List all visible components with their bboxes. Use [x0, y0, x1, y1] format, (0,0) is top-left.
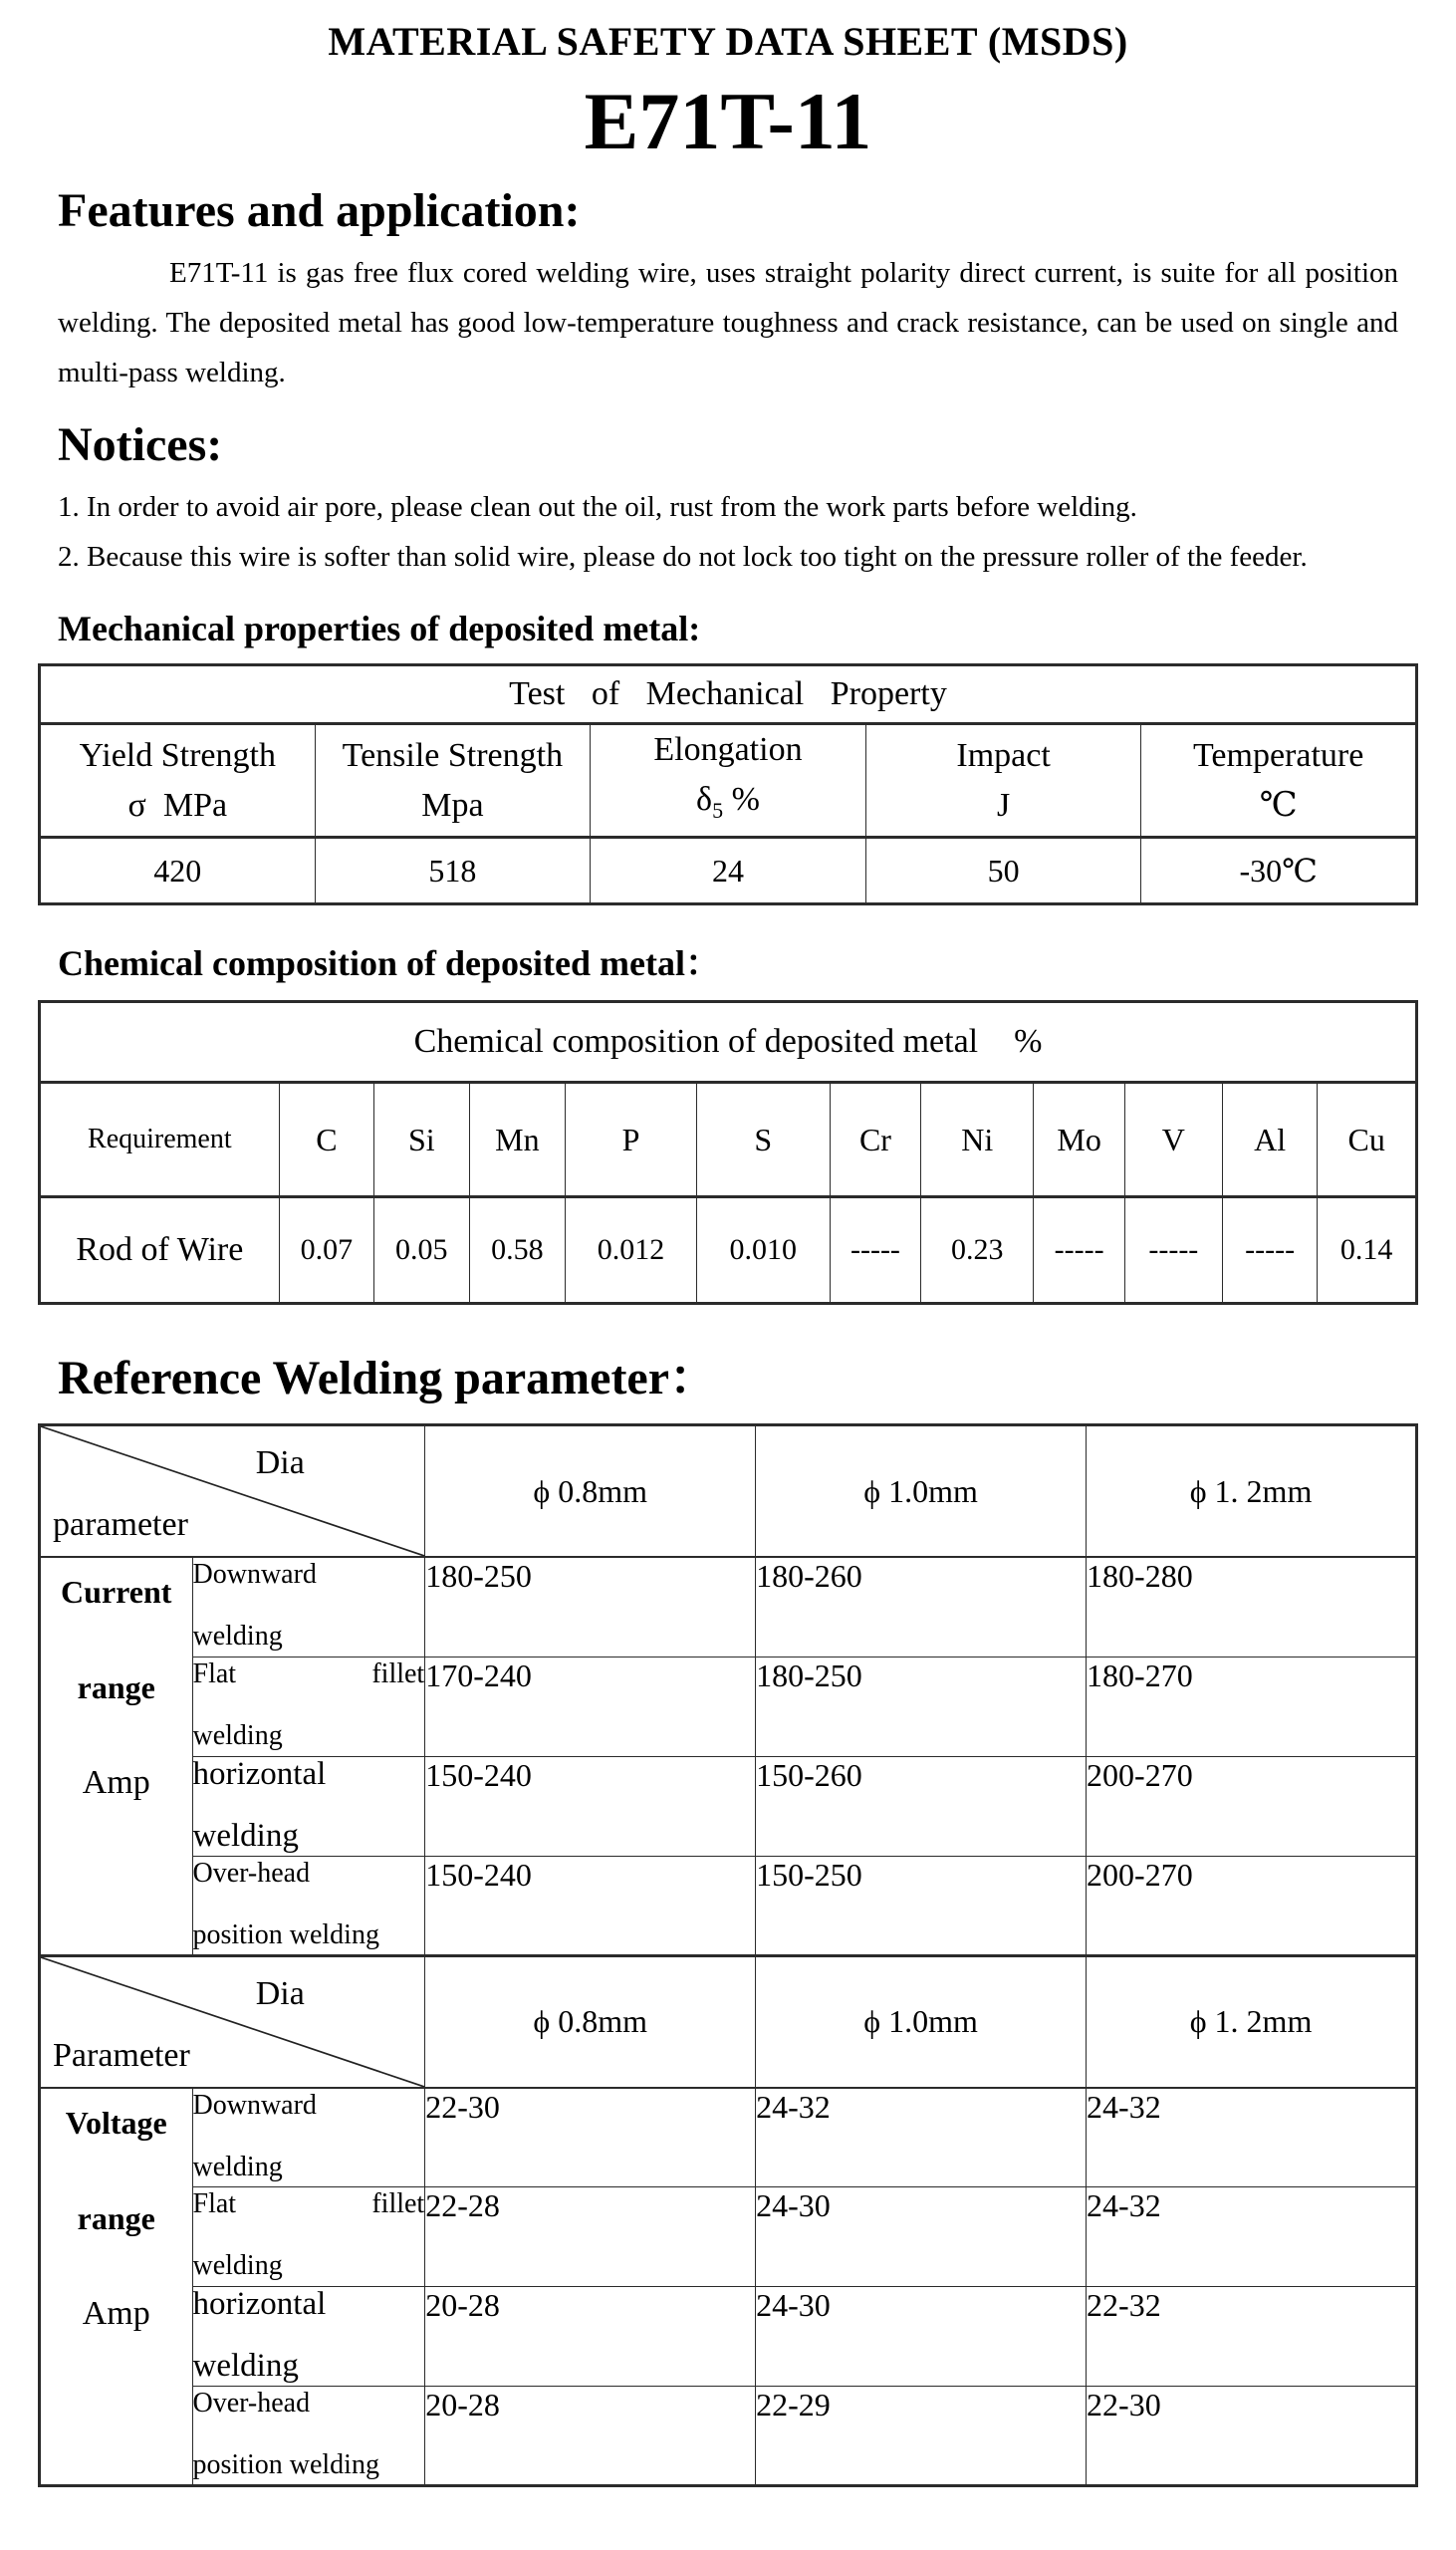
voltage-value: 22-30: [1087, 2387, 1417, 2486]
tensile-strength-value: 518: [315, 838, 591, 904]
current-value: 170-240: [425, 1657, 756, 1756]
element-header-cr: Cr: [830, 1083, 920, 1197]
current-value: 180-250: [756, 1657, 1087, 1756]
value-cr: -----: [830, 1197, 920, 1304]
mechanical-properties-table: [38, 663, 1418, 905]
table-row: [40, 665, 1417, 724]
dia-parameter-corner-cell: [40, 1955, 425, 2088]
position-flat-fillet-welding: Flat fillet welding: [192, 1657, 425, 1756]
table-row: [40, 2187, 1417, 2287]
mechanical-table-title: Test of Mechanical Property: [40, 665, 1417, 724]
column-name: Elongation: [653, 731, 803, 769]
table-row: [40, 838, 1417, 904]
column-name: Impact: [956, 736, 1051, 774]
table-row: [40, 724, 1417, 838]
voltage-value: 22-28: [425, 2187, 756, 2287]
element-header-s: S: [696, 1083, 830, 1197]
column-unit: ℃: [1259, 786, 1298, 824]
dia-header-1-2mm: ϕ 1. 2mm: [1087, 1425, 1417, 1558]
dia-header-1-2mm: ϕ 1. 2mm: [1087, 1955, 1417, 2088]
dia-header-1-0mm: ϕ 1.0mm: [756, 1955, 1087, 2088]
position-overhead-welding: Over-head position welding: [192, 2387, 425, 2486]
welding-parameter-heading: Reference Welding parameter：: [58, 1352, 718, 1405]
column-name: Yield Strength: [79, 736, 276, 774]
value-ni: 0.23: [921, 1197, 1034, 1304]
elongation-value: 24: [591, 838, 866, 904]
table-row: [40, 1083, 1417, 1197]
element-header-c: C: [279, 1083, 373, 1197]
voltage-value: 22-30: [425, 2088, 756, 2187]
corner-dia-label: Dia: [255, 1444, 305, 1482]
value-cu: 0.14: [1318, 1197, 1417, 1304]
table-row: [40, 2088, 1417, 2187]
current-value: 180-260: [756, 1557, 1087, 1657]
column-unit: σ MPa: [127, 786, 228, 824]
current-value: 150-240: [425, 1756, 756, 1856]
value-c: 0.07: [279, 1197, 373, 1304]
rod-of-wire-label: Rod of Wire: [40, 1197, 280, 1304]
current-range-table: [38, 1423, 1418, 1957]
features-paragraph: E71T-11 is gas free flux cored welding wire, uses straight polarity direct current, is suite for all position welding. The deposited metal has good low-temperature toughness and crack resistance, can be used on single and multi-pass welding.: [58, 257, 1398, 389]
column-unit: Mpa: [421, 786, 484, 824]
table-row: [40, 1557, 1417, 1657]
element-header-ni: Ni: [921, 1083, 1034, 1197]
position-horizontal-welding: horizontal welding: [192, 1756, 425, 1856]
position-overhead-welding: Over-head position welding: [192, 1856, 425, 1955]
voltage-value: 24-32: [1087, 2187, 1417, 2287]
msds-document: [38, 0, 1418, 2487]
impact-value: 50: [865, 838, 1141, 904]
voltage-value: 20-28: [425, 2387, 756, 2486]
voltage-value: 24-32: [756, 2088, 1087, 2187]
value-v: -----: [1124, 1197, 1222, 1304]
table-row: [40, 1002, 1417, 1083]
elongation-subscript: 5: [712, 798, 724, 824]
element-header-si: Si: [374, 1083, 469, 1197]
sheet-title: MATERIAL SAFETY DATA SHEET (MSDS): [328, 19, 1128, 64]
requirement-header: Requirement: [40, 1083, 280, 1197]
voltage-range-table: [38, 1954, 1418, 2488]
notices-heading: Notices:: [58, 418, 223, 472]
current-value: 150-240: [425, 1856, 756, 1955]
value-mn: 0.58: [469, 1197, 566, 1304]
column-header-tensile-strength: [315, 724, 591, 838]
dia-parameter-corner-cell: [40, 1425, 425, 1558]
voltage-value: 24-30: [756, 2287, 1087, 2387]
voltage-range-group-cell: [40, 2088, 193, 2486]
features-heading: Features and application:: [58, 184, 581, 238]
dia-header-1-0mm: ϕ 1.0mm: [756, 1425, 1087, 1558]
value-si: 0.05: [374, 1197, 469, 1304]
position-flat-fillet-welding: Flat fillet welding: [192, 2187, 425, 2287]
chemical-table-title: Chemical composition of deposited metal %: [40, 1002, 1417, 1083]
element-header-al: Al: [1222, 1083, 1317, 1197]
table-row: [40, 1425, 1417, 1558]
table-row: [40, 2287, 1417, 2387]
temperature-value: -30℃: [1141, 838, 1417, 904]
table-row: [40, 1657, 1417, 1756]
column-header-temperature: [1141, 724, 1417, 838]
group-label: Voltage range Amp: [65, 2104, 167, 2332]
corner-parameter-label: Parameter: [53, 2036, 190, 2074]
element-header-mo: Mo: [1034, 1083, 1124, 1197]
voltage-value: 24-32: [1087, 2088, 1417, 2187]
current-value: 180-270: [1087, 1657, 1417, 1756]
column-unit: $\delta_5$ %: [696, 781, 760, 824]
value-s: 0.010: [696, 1197, 830, 1304]
product-name: E71T-11: [584, 76, 872, 166]
chemical-composition-table: [38, 1000, 1418, 1305]
element-header-mn: Mn: [469, 1083, 566, 1197]
current-value: 150-250: [756, 1856, 1087, 1955]
column-header-impact: [865, 724, 1141, 838]
current-value: 180-250: [425, 1557, 756, 1657]
element-header-v: V: [1124, 1083, 1222, 1197]
value-p: 0.012: [566, 1197, 696, 1304]
column-name: Temperature: [1193, 736, 1364, 774]
yield-strength-value: 420: [40, 838, 316, 904]
value-mo: -----: [1034, 1197, 1124, 1304]
current-value: 200-270: [1087, 1856, 1417, 1955]
table-row: [40, 1756, 1417, 1856]
corner-dia-label: Dia: [255, 1974, 305, 2012]
column-unit: J: [996, 786, 1011, 824]
current-value: 180-280: [1087, 1557, 1417, 1657]
voltage-value: 20-28: [425, 2287, 756, 2387]
dia-header-0-8mm: ϕ 0.8mm: [425, 1955, 756, 2088]
value-al: -----: [1222, 1197, 1317, 1304]
table-row: [40, 1197, 1417, 1304]
percent-unit: %: [1014, 1023, 1043, 1061]
voltage-value: 24-30: [756, 2187, 1087, 2287]
column-header-elongation: [591, 724, 866, 838]
element-header-p: P: [566, 1083, 696, 1197]
position-downward-welding: Downward welding: [192, 1557, 425, 1657]
voltage-value: 22-32: [1087, 2287, 1417, 2387]
chemical-heading: Chemical composition of deposited metal：: [58, 943, 721, 984]
position-horizontal-welding: horizontal welding: [192, 2287, 425, 2387]
current-value: 150-260: [756, 1756, 1087, 1856]
column-name: Tensile Strength: [342, 736, 564, 774]
notice-item-2: 2. Because this wire is softer than solid wire, please do not lock too tight on the pressure roller of the feeder.: [58, 541, 1308, 574]
current-range-group-cell: [40, 1557, 193, 1955]
position-downward-welding: Downward welding: [192, 2088, 425, 2187]
table-row: [40, 2387, 1417, 2486]
element-header-cu: Cu: [1318, 1083, 1417, 1197]
mechanical-heading: Mechanical properties of deposited metal:: [58, 609, 701, 649]
table-row: [40, 1955, 1417, 2088]
group-label: Current range Amp: [61, 1574, 172, 1802]
notice-item-1: 1. In order to avoid air pore, please clean out the oil, rust from the work parts before welding.: [58, 491, 1137, 524]
corner-parameter-label: parameter: [53, 1506, 188, 1544]
column-header-yield-strength: [40, 724, 316, 838]
voltage-value: 22-29: [756, 2387, 1087, 2486]
current-value: 200-270: [1087, 1756, 1417, 1856]
table-row: [40, 1856, 1417, 1955]
dia-header-0-8mm: ϕ 0.8mm: [425, 1425, 756, 1558]
